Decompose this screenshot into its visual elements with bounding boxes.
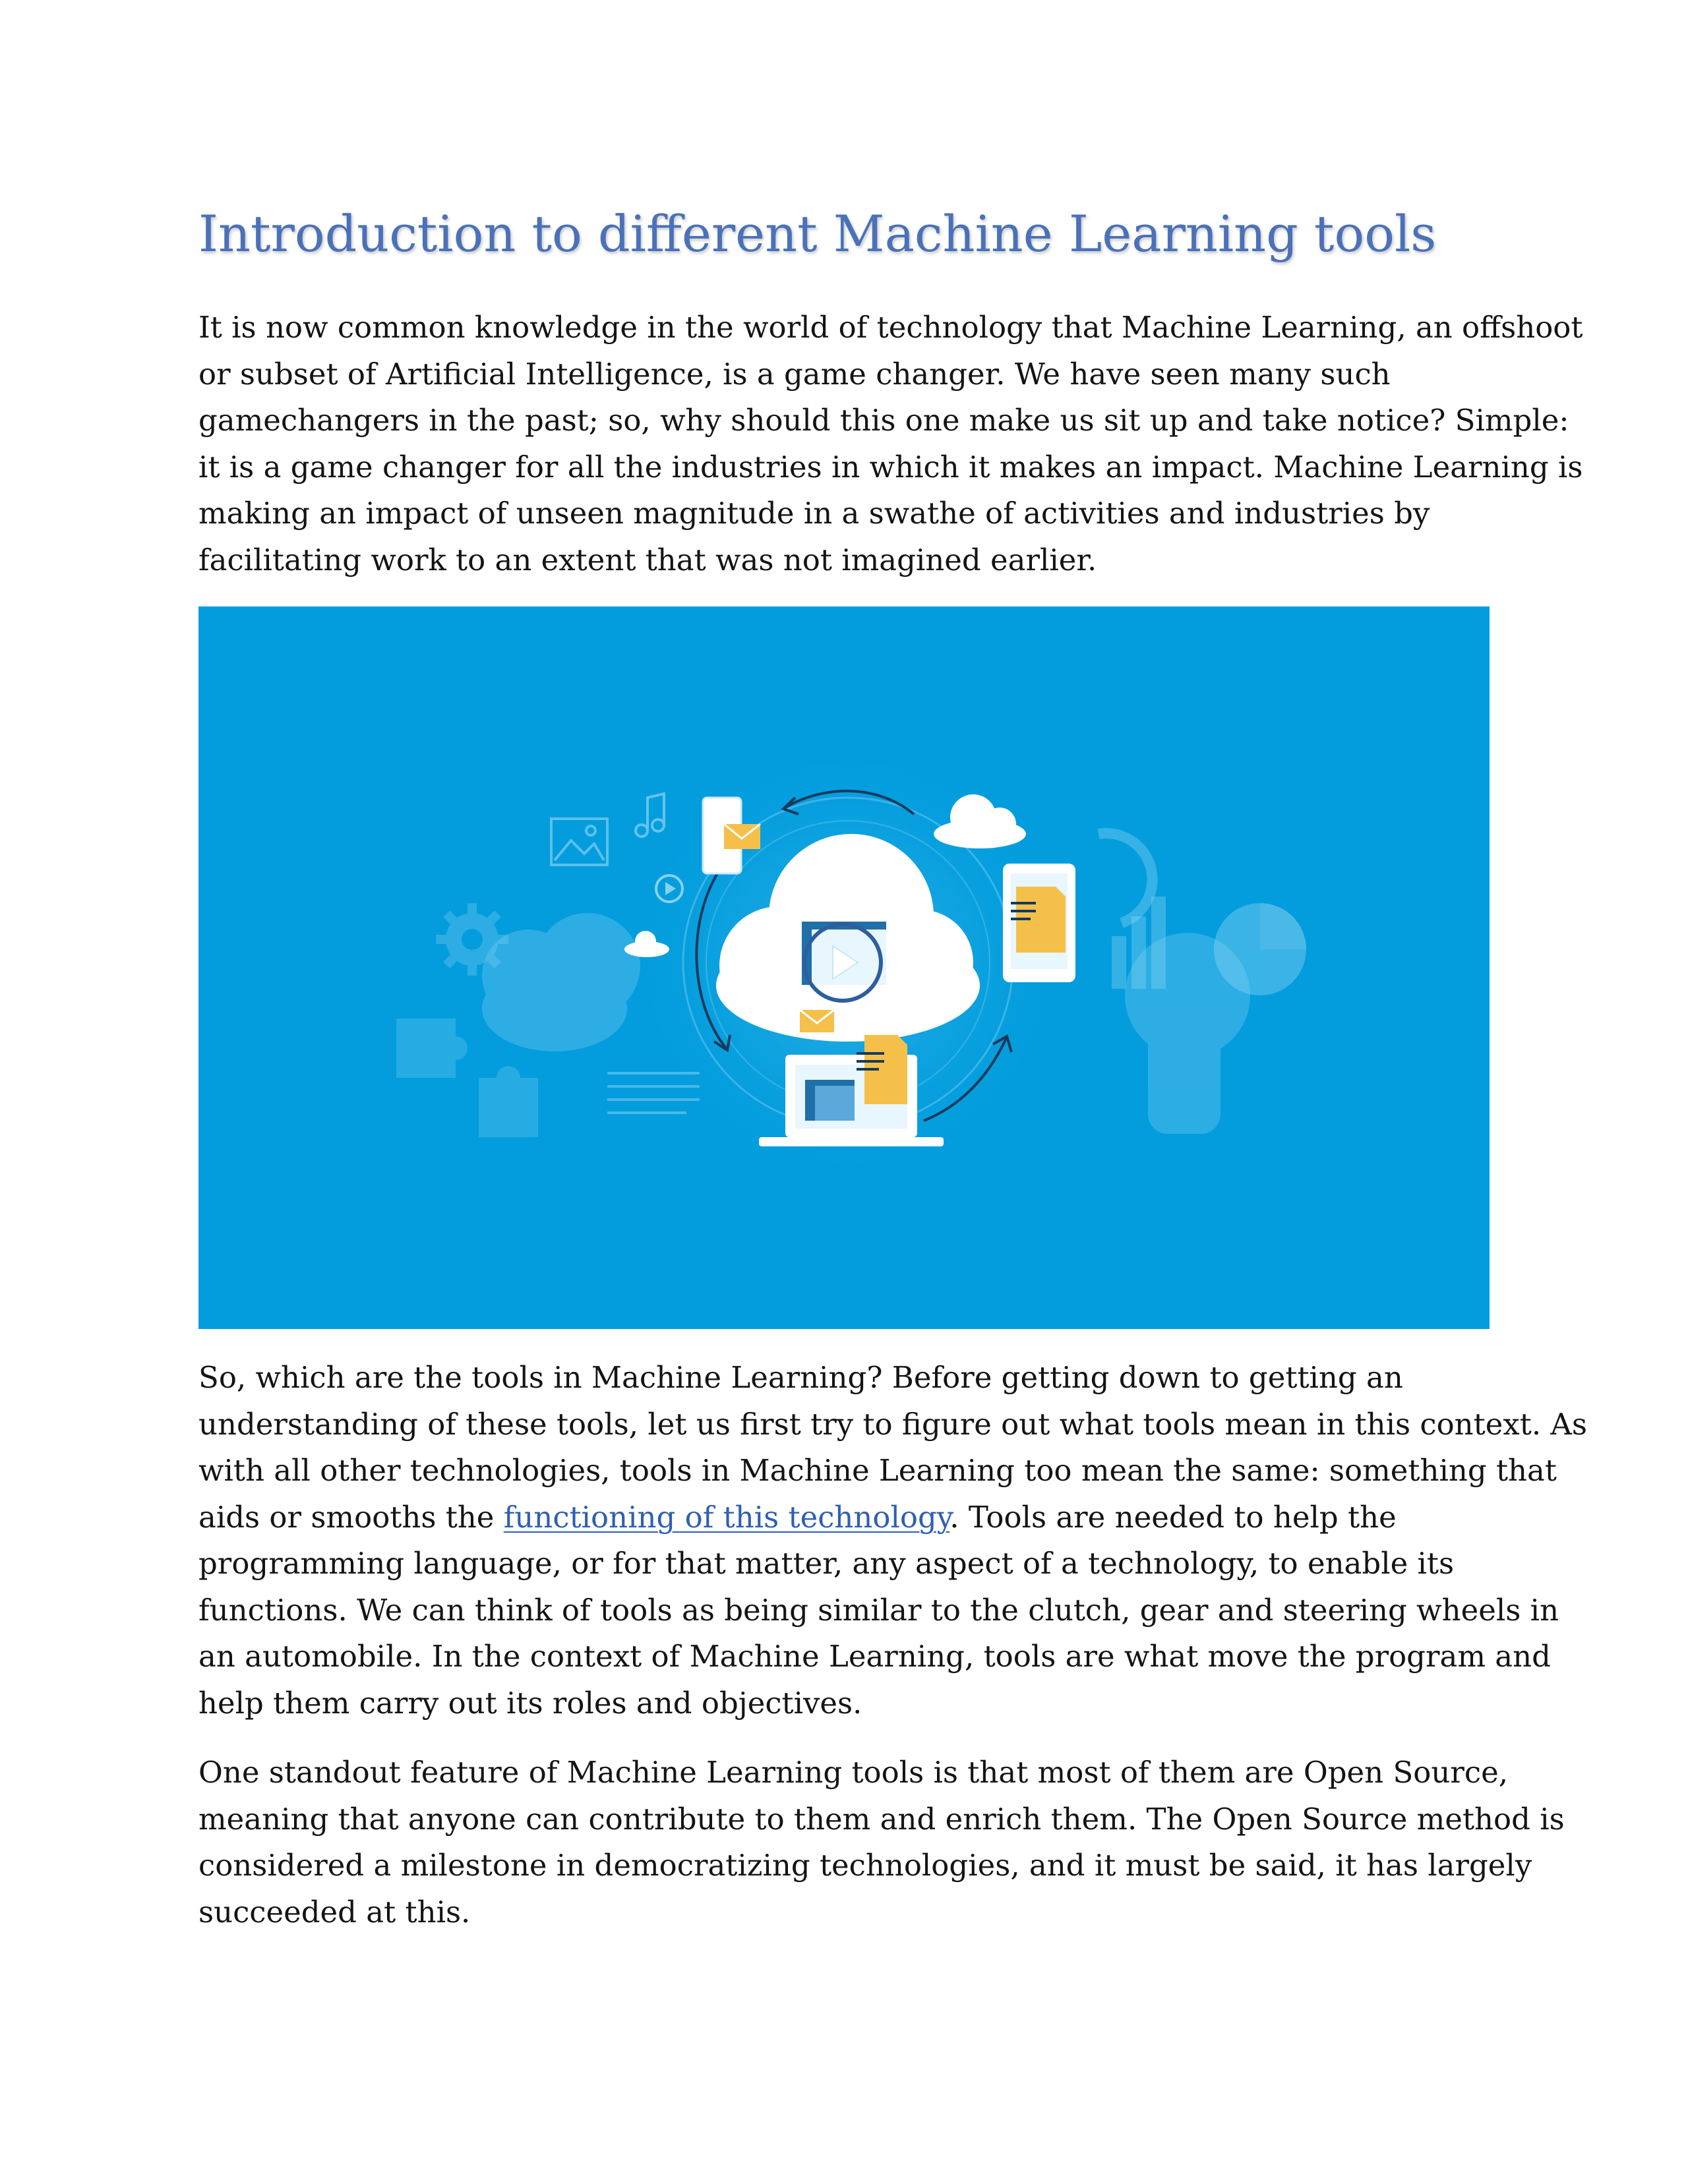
document-icon <box>1011 887 1066 953</box>
tools-paragraph <box>198 1355 1588 1727</box>
progress-arc-icon <box>1099 833 1153 923</box>
paragraph-line: succeeded at this. <box>198 1894 471 1930</box>
paragraph-line: considered a milestone in democratizing technologies, and it must be said, it has largely <box>198 1848 1532 1883</box>
paragraph-line: functions. We can think of tools as being similar to the clutch, gear and steering wheels in <box>198 1592 1559 1628</box>
open-source-paragraph <box>198 1750 1565 1935</box>
functioning-of-this-technology-link[interactable]: functioning of this technology <box>503 1499 950 1535</box>
paragraph-line: understanding of these tools, let us first try to figure out what tools mean in this context. As <box>198 1406 1588 1442</box>
paragraph-line: help them carry out its roles and objectives. <box>198 1685 862 1721</box>
text-segment: aids or smooths the <box>198 1499 504 1535</box>
paragraph-line: It is now common knowledge in the world of technology that Machine Learning, an offshoot <box>198 310 1583 345</box>
envelope-icon <box>800 1010 834 1032</box>
paragraph-line: it is a game changer for all the industries in which it makes an impact. Machine Learning is <box>198 449 1583 485</box>
paragraph-line <box>198 1494 1491 1541</box>
paragraph-line: programming language, or for that matter, any aspect of a technology, to enable its <box>198 1546 1455 1581</box>
music-note-icon <box>636 794 664 837</box>
paragraph-line: facilitating work to an extent that was not imagined earlier. <box>198 542 1097 577</box>
laptop-icon <box>759 1055 944 1146</box>
intro-paragraph <box>198 305 1583 583</box>
paragraph-line: gamechangers in the past; so, why should this one make us sit up and take notice? Simple: <box>198 403 1569 438</box>
page-title: Introduction to different Machine Learning tools <box>198 204 1437 263</box>
gear-icon <box>436 903 508 976</box>
paragraph-line: or subset of Artificial Intelligence, is a game changer. We have seen many such <box>198 356 1391 392</box>
background-cloud-icon <box>482 913 640 1051</box>
paragraph-line: making an impact of unseen magnitude in a swathe of activities and industries by <box>198 496 1430 531</box>
paragraph-line: meaning that anyone can contribute to them and enrich them. The Open Source method is <box>198 1801 1565 1837</box>
text-segment: . Tools are needed to help the <box>950 1499 1397 1535</box>
pie-chart-icon <box>1214 903 1306 995</box>
illustration-svg <box>198 606 1490 1329</box>
paragraph-line: an automobile. In the context of Machine Learning, tools are what move the program and <box>198 1639 1551 1674</box>
paragraph-line: One standout feature of Machine Learning tools is that most of them are Open Source, <box>198 1755 1508 1790</box>
cloud-computing-illustration <box>198 606 1490 1329</box>
envelope-icon <box>724 824 760 849</box>
paragraph-line: So, which are the tools in Machine Learning? Before getting down to getting an <box>198 1360 1403 1395</box>
image-icon <box>551 819 607 865</box>
paragraph-line: with all other technologies, tools in Machine Learning too mean the same: something that <box>198 1453 1557 1488</box>
